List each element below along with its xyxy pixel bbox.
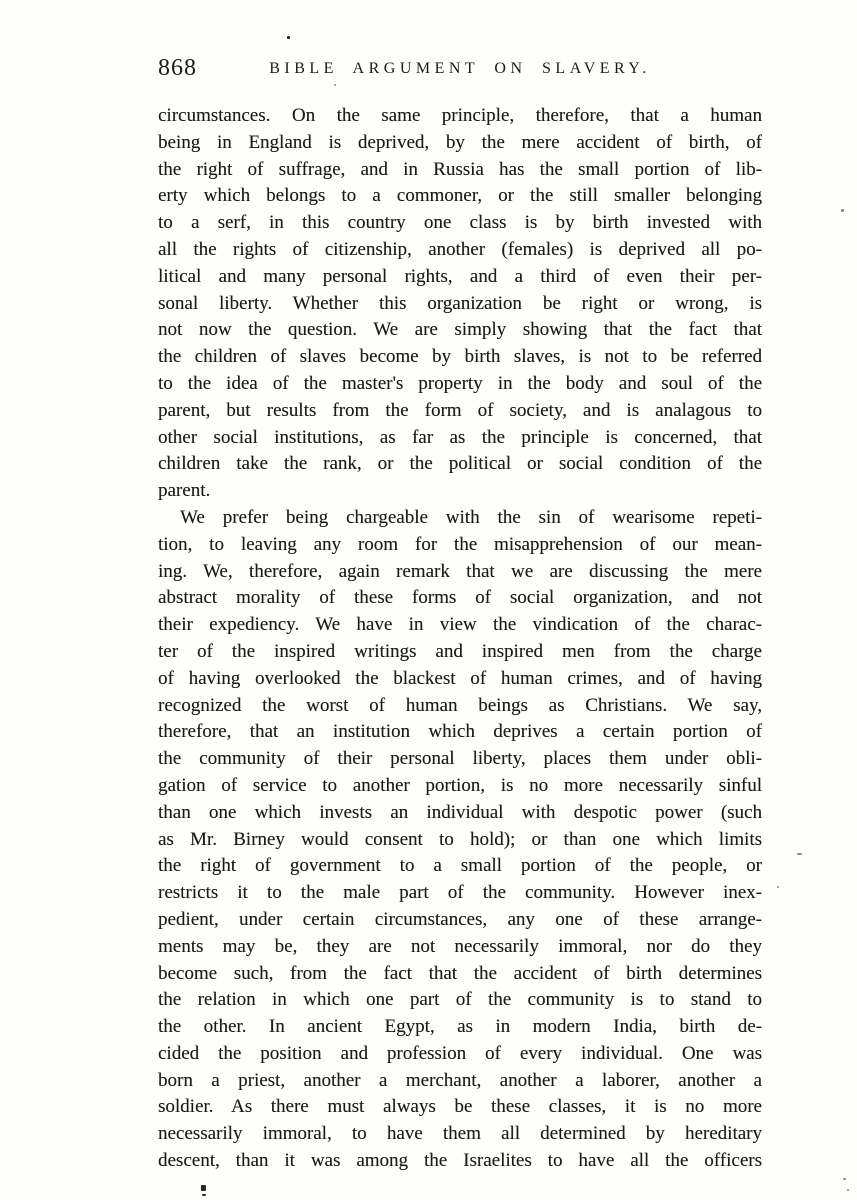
text-line: parent, but results from the form of society, and is analagous to [158, 399, 762, 421]
text-line: ments may be, they are not necessarily immoral, nor do they [158, 935, 762, 957]
text-line: gation of service to another portion, is no more necessarily sinful [158, 774, 762, 796]
ink-speck [841, 209, 844, 212]
text-line: restricts it to the male part of the community. However inex- [158, 882, 762, 904]
page-number: 868 [158, 55, 197, 81]
text-line: not now the question. We are simply showing that the fact that [158, 319, 762, 341]
text-line: the right of suffrage, and in Russia has the small portion of lib- [158, 158, 762, 180]
text-line: children take the rank, or the political or social condition of the [158, 453, 762, 475]
ink-speck [334, 84, 336, 86]
text-line: circumstances. On the same principle, therefore, that a human [158, 105, 762, 126]
text-line: other social institutions, as far as the principle is concerned, that [158, 426, 762, 448]
text-line: erty which belongs to a commoner, or the still smaller belonging [158, 185, 762, 207]
body-text [158, 103, 762, 1175]
text-line: their expediency. We have in view the vindication of the charac- [158, 614, 762, 636]
text-line: litical and many personal rights, and a third of even their per- [158, 265, 762, 287]
text-line: cided the position and profession of every individual. One was [158, 1042, 762, 1064]
text-line: to the idea of the master's property in the body and soul of the [158, 372, 762, 394]
text-line: therefore, that an institution which deprives a certain portion of [158, 721, 762, 743]
text-line: soldier. As there must always be these classes, it is no more [158, 1096, 762, 1118]
text-line: all the rights of citizenship, another (females) is deprived all po- [158, 238, 762, 260]
text-line: the children of slaves become by birth slaves, is not to be referred [158, 346, 762, 368]
text-line: become such, from the fact that the accident of birth determines [158, 962, 762, 984]
printer-mark [201, 1185, 206, 1191]
text-line: the right of government to a small portion of the people, or [158, 855, 762, 877]
text-line: descent, than it was among the Israelites to have all the officers [158, 1150, 762, 1172]
running-title: BIBLE ARGUMENT ON SLAVERY. [269, 60, 651, 77]
text-line: as Mr. Birney would consent to hold); or than one which limits [158, 828, 762, 850]
paragraph [158, 505, 762, 1175]
ink-speck [797, 853, 802, 855]
ink-speck [777, 886, 779, 888]
running-head [158, 52, 762, 86]
printer-mark [202, 1194, 206, 1196]
text-line: than one which invests an individual with despotic power (such [158, 801, 762, 823]
text-line: sonal liberty. Whether this organization be right or wrong, is [158, 292, 762, 314]
ink-speck [847, 1189, 849, 1191]
text-line: being in England is deprived, by the mere accident of birth, of [158, 131, 762, 153]
text-line: recognized the worst of human beings as Christians. We say, [158, 694, 762, 716]
text-line: necessarily immoral, to have them all determined by hereditary [158, 1123, 762, 1145]
ink-speck [843, 1178, 846, 1180]
text-line: the other. In ancient Egypt, as in modern India, birth de- [158, 1016, 762, 1038]
text-line: the community of their personal liberty, places them under obli- [158, 748, 762, 770]
text-line: ter of the inspired writings and inspired men from the charge [158, 640, 762, 662]
text-line: tion, to leaving any room for the misapprehension of our mean- [158, 533, 762, 555]
text-line: born a priest, another a merchant, another a laborer, another a [158, 1069, 762, 1091]
ink-speck [287, 36, 290, 39]
text-line: of having overlooked the blackest of human crimes, and of having [158, 667, 762, 689]
text-line: abstract morality of these forms of social organization, and not [158, 587, 762, 609]
text-line: pedient, under certain circumstances, any one of these arrange- [158, 908, 762, 930]
text-line: parent. [158, 480, 211, 502]
text-line: We prefer being chargeable with the sin of wearisome repeti- [180, 506, 762, 528]
text-line: the relation in which one part of the community is to stand to [158, 989, 762, 1011]
paragraph [158, 103, 762, 505]
text-line: ing. We, therefore, again remark that we are discussing the mere [158, 560, 762, 582]
text-line: to a serf, in this country one class is by birth invested with [158, 212, 762, 234]
